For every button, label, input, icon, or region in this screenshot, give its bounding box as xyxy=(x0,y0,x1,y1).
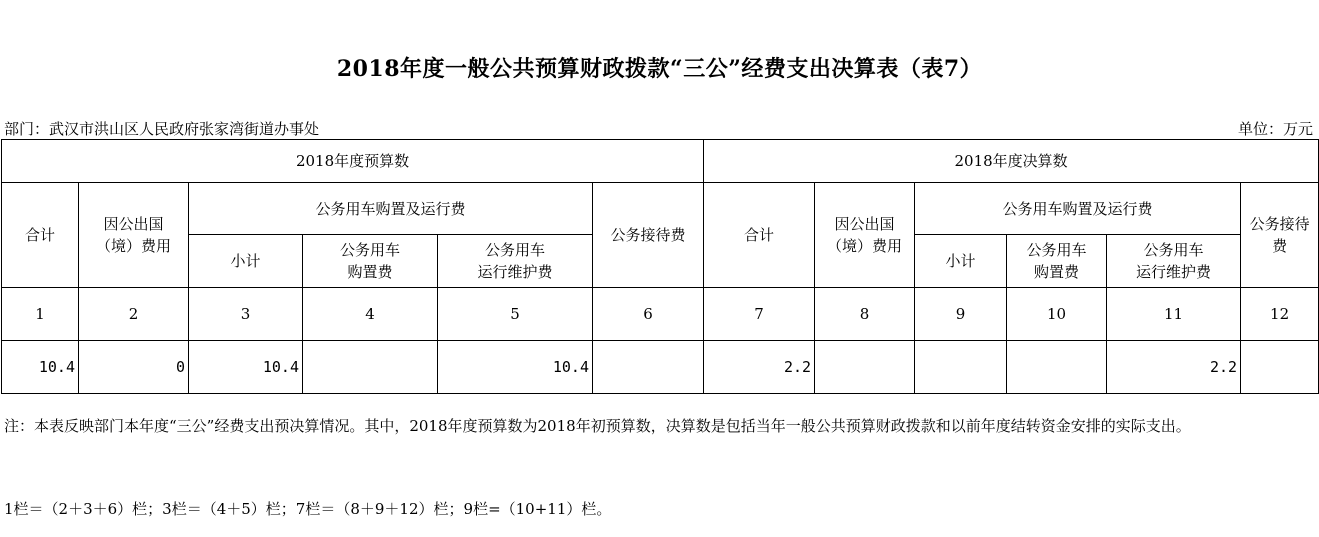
final-reception-header: 公务接待 费 xyxy=(1241,183,1319,288)
column-number: 4 xyxy=(303,288,438,341)
table-header-row-1 xyxy=(2,140,1319,183)
column-number: 8 xyxy=(815,288,915,341)
column-number: 9 xyxy=(915,288,1007,341)
final-total-header: 合计 xyxy=(704,183,815,288)
column-number: 1 xyxy=(2,288,79,341)
column-number: 7 xyxy=(704,288,815,341)
value-cell xyxy=(593,341,704,394)
final-vehicle-header: 公务用车购置及运行费 xyxy=(915,183,1241,235)
column-number: 2 xyxy=(79,288,189,341)
final-header: 2018年度决算数 xyxy=(704,140,1319,183)
column-number: 11 xyxy=(1107,288,1241,341)
value-cell: 10.4 xyxy=(438,341,593,394)
value-cell: 0 xyxy=(79,341,189,394)
value-cell: 10.4 xyxy=(2,341,79,394)
budget-total-header: 合计 xyxy=(2,183,79,288)
column-number: 5 xyxy=(438,288,593,341)
column-number: 6 xyxy=(593,288,704,341)
column-number-row xyxy=(2,288,1319,341)
budget-reception-header: 公务接待费 xyxy=(593,183,704,288)
value-cell xyxy=(1241,341,1319,394)
budget-purchase-header: 公务用车 购置费 xyxy=(303,235,438,288)
value-cell xyxy=(1007,341,1107,394)
final-abroad-header: 因公出国 （境）费用 xyxy=(815,183,915,288)
column-number: 3 xyxy=(189,288,303,341)
budget-vehicle-header: 公务用车购置及运行费 xyxy=(189,183,593,235)
value-cell: 2.2 xyxy=(1107,341,1241,394)
budget-abroad-header: 因公出国 （境）费用 xyxy=(79,183,189,288)
final-purchase-header: 公务用车 购置费 xyxy=(1007,235,1107,288)
value-cell: 10.4 xyxy=(189,341,303,394)
column-formula: 1栏＝（2＋3＋6）栏；3栏＝（4＋5）栏；7栏＝（8＋9＋12）栏；9栏=（10+11）栏。 xyxy=(4,500,612,518)
page-title: 2018年度一般公共预算财政拨款“三公”经费支出决算表（表7） xyxy=(336,56,983,82)
final-subtotal-header: 小计 xyxy=(915,235,1007,288)
column-number: 10 xyxy=(1007,288,1107,341)
value-cell xyxy=(815,341,915,394)
unit-label: 单位：万元 xyxy=(1237,120,1313,138)
budget-operation-header: 公务用车 运行维护费 xyxy=(438,235,593,288)
value-cell: 2.2 xyxy=(704,341,815,394)
final-operation-header: 公务用车 运行维护费 xyxy=(1107,235,1241,288)
table-note: 注：本表反映部门本年度“三公”经费支出预决算情况。其中，2018年度预算数为2018年初预算数，决算数是包括当年一般公共预算财政拨款和以前年度结转资金安排的实际支出。 xyxy=(4,417,1191,435)
value-cell xyxy=(915,341,1007,394)
value-cell xyxy=(303,341,438,394)
value-row xyxy=(2,341,1319,394)
column-number: 12 xyxy=(1241,288,1319,341)
budget-subtotal-header: 小计 xyxy=(189,235,303,288)
department-label: 部门：武汉市洪山区人民政府张家湾街道办事处 xyxy=(4,120,320,138)
expense-table xyxy=(1,139,1319,394)
table-header-row-2 xyxy=(2,183,1319,235)
budget-header: 2018年度预算数 xyxy=(2,140,704,183)
